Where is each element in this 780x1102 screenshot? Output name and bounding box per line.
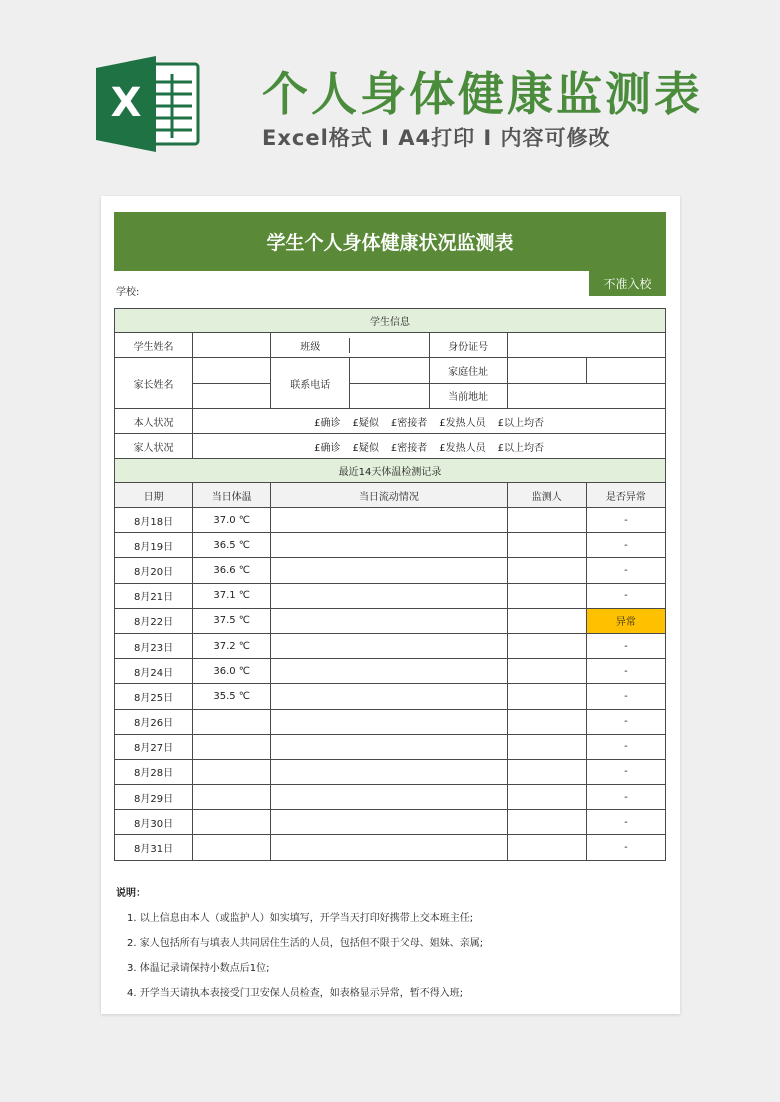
monitor-cell[interactable]	[507, 810, 586, 835]
temp-cell[interactable]: 37.0 ℃	[193, 508, 271, 533]
abnormal-cell: -	[586, 558, 665, 583]
note-item: 2. 家人包括所有与填表人共同居住生活的人员，包括但不限于父母、姐妹、亲属;	[127, 938, 484, 949]
student-info-section-title: 学生信息	[115, 309, 666, 333]
parent-name-cell-2[interactable]	[193, 383, 271, 409]
date-cell: 8月30日	[115, 810, 193, 835]
monitor-cell[interactable]	[507, 508, 586, 533]
note-item: 3. 体温记录请保持小数点后1位;	[127, 963, 270, 974]
notes-title: 说明：	[116, 888, 146, 899]
family-status-label: 家人状况	[115, 434, 193, 459]
abnormal-cell: -	[586, 583, 665, 608]
notes	[116, 884, 483, 1012]
monitor-cell[interactable]	[507, 633, 586, 658]
self-status-option[interactable]: £密接者	[390, 417, 428, 429]
table-row	[115, 734, 666, 759]
temp-cell[interactable]	[193, 785, 271, 810]
self-status-option[interactable]: £发热人员	[439, 417, 486, 429]
table-row	[115, 633, 666, 658]
table-row	[115, 759, 666, 784]
movement-cell[interactable]	[271, 608, 507, 633]
movement-cell[interactable]	[271, 810, 507, 835]
monitor-cell[interactable]	[507, 533, 586, 558]
contact-phone-cell-1[interactable]	[350, 358, 428, 384]
monitor-cell[interactable]	[507, 734, 586, 759]
monitor-cell[interactable]	[507, 759, 586, 784]
abnormal-cell: -	[586, 533, 665, 558]
page-title: 个人身体健康监测表	[262, 67, 703, 121]
monitor-cell[interactable]	[507, 558, 586, 583]
monitor-cell[interactable]	[507, 709, 586, 734]
table-row	[115, 583, 666, 608]
self-status-label: 本人状况	[115, 409, 193, 434]
temp-cell[interactable]	[193, 734, 271, 759]
temp-cell[interactable]	[193, 835, 271, 860]
sheet-title: 学生个人身体健康状况监测表	[114, 212, 666, 271]
temp-cell[interactable]: 36.0 ℃	[193, 659, 271, 684]
home-address-cell-2[interactable]	[586, 358, 665, 384]
no-entry-badge: 不准入校	[589, 271, 666, 296]
movement-cell[interactable]	[271, 709, 507, 734]
date-cell: 8月18日	[115, 508, 193, 533]
family-status-option[interactable]: £密接者	[390, 442, 428, 454]
abnormal-cell: -	[586, 659, 665, 684]
student-name-label: 学生姓名	[115, 333, 193, 358]
contact-phone-label: 联系电话	[271, 358, 350, 408]
date-cell: 8月24日	[115, 659, 193, 684]
date-cell: 8月27日	[115, 734, 193, 759]
parent-name-label: 家长姓名	[115, 358, 193, 409]
abnormal-cell: 异常	[586, 608, 665, 633]
table-row	[115, 558, 666, 583]
abnormal-cell: -	[586, 709, 665, 734]
family-status-option[interactable]: £以上均否	[497, 442, 544, 454]
temp-column-header: 当日体温	[193, 483, 271, 508]
home-address-cell-1[interactable]	[507, 358, 586, 384]
abnormal-column-header: 是否异常	[586, 483, 665, 508]
document-sheet	[101, 196, 680, 1014]
family-status-option[interactable]: £发热人员	[439, 442, 486, 454]
temp-cell[interactable]: 37.5 ℃	[193, 608, 271, 633]
table-row	[115, 785, 666, 810]
date-column-header: 日期	[115, 483, 193, 508]
movement-cell[interactable]	[271, 684, 507, 709]
date-cell: 8月31日	[115, 835, 193, 860]
date-cell: 8月20日	[115, 558, 193, 583]
abnormal-cell: -	[586, 810, 665, 835]
id-number-cell[interactable]	[507, 333, 665, 358]
id-number-label: 身份证号	[429, 333, 507, 358]
monitor-cell[interactable]	[507, 608, 586, 633]
health-monitoring-table	[114, 308, 666, 861]
movement-cell[interactable]	[271, 659, 507, 684]
class-label: 班级	[271, 338, 350, 353]
date-cell: 8月19日	[115, 533, 193, 558]
monitor-cell[interactable]	[507, 684, 586, 709]
temp-cell[interactable]	[193, 810, 271, 835]
monitor-cell[interactable]	[507, 835, 586, 860]
self-status-option[interactable]: £以上均否	[497, 417, 544, 429]
temp-cell[interactable]: 36.5 ℃	[193, 533, 271, 558]
table-row	[115, 709, 666, 734]
table-row	[115, 810, 666, 835]
temp-cell[interactable]: 37.2 ℃	[193, 633, 271, 658]
temperature-section-title: 最近14天体温检测记录	[115, 459, 666, 483]
class-cell[interactable]	[350, 338, 428, 353]
date-cell: 8月28日	[115, 759, 193, 784]
abnormal-cell: -	[586, 633, 665, 658]
abnormal-cell: -	[586, 684, 665, 709]
temp-cell[interactable]: 35.5 ℃	[193, 684, 271, 709]
date-cell: 8月21日	[115, 583, 193, 608]
date-cell: 8月23日	[115, 633, 193, 658]
monitor-column-header: 监测人	[507, 483, 586, 508]
movement-cell[interactable]	[271, 508, 507, 533]
page-subtitle: Excel格式 I A4打印 I 内容可修改	[262, 126, 611, 150]
abnormal-cell: -	[586, 835, 665, 860]
table-row	[115, 533, 666, 558]
current-address-cell[interactable]	[507, 383, 665, 409]
home-address-label: 家庭住址	[429, 358, 507, 384]
self-status-option[interactable]: £疑似	[352, 417, 379, 429]
contact-phone-cell-2[interactable]	[350, 384, 428, 409]
movement-cell[interactable]	[271, 759, 507, 784]
table-row	[115, 684, 666, 709]
temp-cell[interactable]: 36.6 ℃	[193, 558, 271, 583]
note-item: 4. 开学当天请执本表接受门卫安保人员检查，如表格显示异常，暂不得入班;	[127, 988, 464, 999]
abnormal-cell: -	[586, 508, 665, 533]
movement-cell[interactable]	[271, 558, 507, 583]
school-label: 学校:	[116, 287, 140, 298]
movement-cell[interactable]	[271, 835, 507, 860]
date-cell: 8月25日	[115, 684, 193, 709]
monitor-cell[interactable]	[507, 659, 586, 684]
movement-cell[interactable]	[271, 785, 507, 810]
family-status-option[interactable]: £确诊	[314, 442, 341, 454]
movement-cell[interactable]	[271, 734, 507, 759]
family-status-options[interactable]	[193, 434, 666, 459]
temp-cell[interactable]	[193, 709, 271, 734]
student-name-cell[interactable]	[193, 333, 271, 358]
date-cell: 8月26日	[115, 709, 193, 734]
temp-cell[interactable]: 37.1 ℃	[193, 583, 271, 608]
note-item: 1. 以上信息由本人（或监护人）如实填写，开学当天打印好携带上交本班主任;	[127, 913, 474, 924]
movement-cell[interactable]	[271, 533, 507, 558]
abnormal-cell: -	[586, 759, 665, 784]
monitor-cell[interactable]	[507, 583, 586, 608]
abnormal-cell: -	[586, 785, 665, 810]
monitor-cell[interactable]	[507, 785, 586, 810]
table-row	[115, 659, 666, 684]
date-cell: 8月22日	[115, 608, 193, 633]
temp-cell[interactable]	[193, 759, 271, 784]
abnormal-cell: -	[586, 734, 665, 759]
movement-cell[interactable]	[271, 633, 507, 658]
table-row	[115, 508, 666, 533]
movement-cell[interactable]	[271, 583, 507, 608]
table-row	[115, 835, 666, 860]
table-row	[115, 608, 666, 633]
excel-logo-icon	[96, 56, 200, 152]
svg-text:X: X	[110, 80, 142, 126]
parent-name-cell-1[interactable]	[193, 358, 271, 384]
date-cell: 8月29日	[115, 785, 193, 810]
current-address-label: 当前地址	[429, 383, 507, 409]
self-status-option[interactable]: £确诊	[314, 417, 341, 429]
family-status-option[interactable]: £疑似	[352, 442, 379, 454]
movement-column-header: 当日流动情况	[271, 483, 507, 508]
self-status-options[interactable]	[193, 409, 666, 434]
